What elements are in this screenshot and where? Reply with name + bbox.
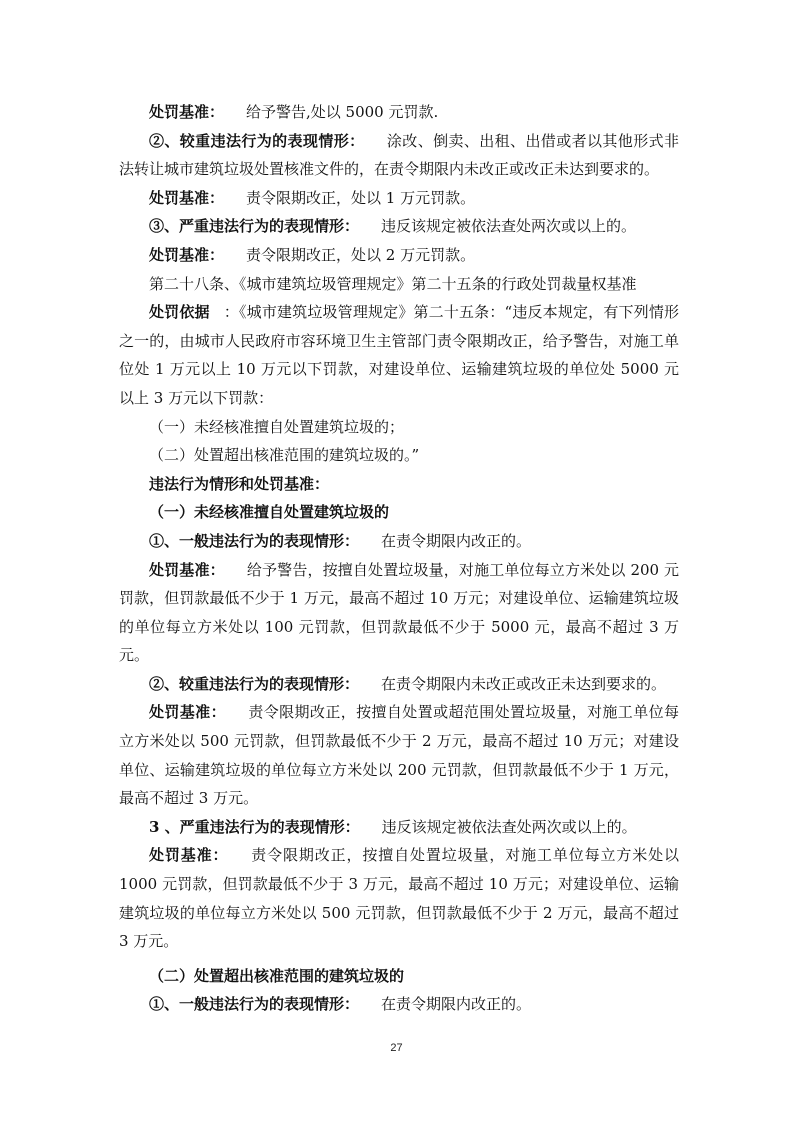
paragraph-text: 在责令期限内未改正或改正未达到要求的。 [381,674,667,693]
paragraph-label: （二）处置超出核准范围的建筑垃圾的 [149,966,405,985]
paragraph-text: （一）未经核准擅自处置建筑垃圾的； [149,417,405,436]
paragraph-label: ①、一般违法行为的表现情形： [149,531,360,550]
list-item [119,413,679,442]
paragraph-label: 处罚基准： [149,103,225,121]
paragraph-text: 第二十八条、《城市建筑垃圾管理规定》第二十五条的行政处罚裁量权基准 [149,274,637,293]
paragraph-label: 处罚基准： [149,703,226,722]
paragraph-label: 处罚依据 [149,303,210,322]
paragraph-text: ：《城市建筑垃圾管理规定》第二十五条：“违反本规定，有下列情形之一的，由城市人民政府市容环境卫生主管部门责令限期改正，给予警告，对施工单位处 1 万元以上 10 万元以下罚款，对建设单位、运输建筑垃圾的单位处 5000 元以上 3 万元以下罚款： [119,303,679,407]
paragraph-text: 责令限期改正，按擅自处置垃圾量，对施工单位每立方米处以 1000 元罚款，但罚款最低不少于 3 万元，最高不超过 10 万元；对建设单位、运输建筑垃圾的单位每立方米处以 500 元罚款，但罚款最低不少于 2 万元，最高不超过 3 万元。 [119,846,679,951]
paragraph [119,184,679,213]
paragraph-text: 责令限期改正，处以 1 万元罚款。 [246,188,476,207]
paragraph-label: 处罚基准： [149,245,225,264]
paragraph [119,670,679,699]
article-heading [119,270,679,299]
paragraph [119,990,679,1019]
paragraph-label: ③、严重违法行为的表现情形： [149,217,360,236]
paragraph-text: 违反该规定被依法查处两次或以上的。 [381,817,637,836]
paragraph-label: ②、较重违法行为的表现情形： [149,131,365,150]
paragraph-label: 3 、严重违法行为的表现情形： [149,817,360,836]
paragraph [119,527,679,556]
paragraph-label: （一）未经核准擅自处置建筑垃圾的 [149,503,390,522]
paragraph-text: （二）处置超出核准范围的建筑垃圾的。” [149,446,420,465]
section-heading [119,470,679,499]
paragraph [119,298,679,412]
subsection-heading [119,962,679,991]
paragraph [119,556,679,670]
paragraph [119,813,679,842]
paragraph-text: 在责令期限内改正的。 [381,995,532,1014]
paragraph-text: 责令限期改正，按擅自处置或超范围处置垃圾量，对施工单位每立方米处以 500 元罚款，但罚款最低不少于 2 万元，最高不超过 10 万元；对建设单位、运输建筑垃圾的单位每立方米处以 200 元罚款，但罚款最低不少于 1 万元，最高不超过 3 万元。 [119,703,679,808]
paragraph-label: 违法行为情形和处罚基准： [149,474,330,493]
paragraph [119,98,679,127]
page-number: 27 [390,1042,403,1054]
document-body [119,98,679,1019]
paragraph-label: ①、一般违法行为的表现情形： [149,995,360,1014]
paragraph-label: 处罚基准： [149,560,225,579]
paragraph-label: ②、较重违法行为的表现情形： [149,674,360,693]
paragraph [119,841,679,955]
list-item [119,441,679,470]
paragraph-label: 处罚基准： [149,846,229,865]
paragraph-text: 责令限期改正，处以 2 万元罚款。 [246,245,476,264]
paragraph [119,127,679,184]
paragraph [119,212,679,241]
paragraph-text: 违反该规定被依法查处两次或以上的。 [381,217,637,236]
paragraph-text: 在责令期限内改正的。 [381,531,532,550]
paragraph [119,698,679,812]
paragraph-text: 给予警告,处以 5000 元罚款. [246,103,439,121]
paragraph-text: 给予警告，按擅自处置垃圾量，对施工单位每立方米处以 200 元罚款，但罚款最低不少于 1 万元，最高不超过 10 万元；对建设单位、运输建筑垃圾的单位每立方米处以 100 元罚款，但罚款最低不少于 5000 元，最高不超过 3 万元。 [119,560,679,665]
paragraph [119,241,679,270]
paragraph-label: 处罚基准： [149,188,225,207]
subsection-heading [119,498,679,527]
paragraph-text: 涂改、倒卖、出租、出借或者以其他形式非法转让城市建筑垃圾处置核准文件的，在责令期限内未改正或改正未达到要求的。 [119,131,679,179]
